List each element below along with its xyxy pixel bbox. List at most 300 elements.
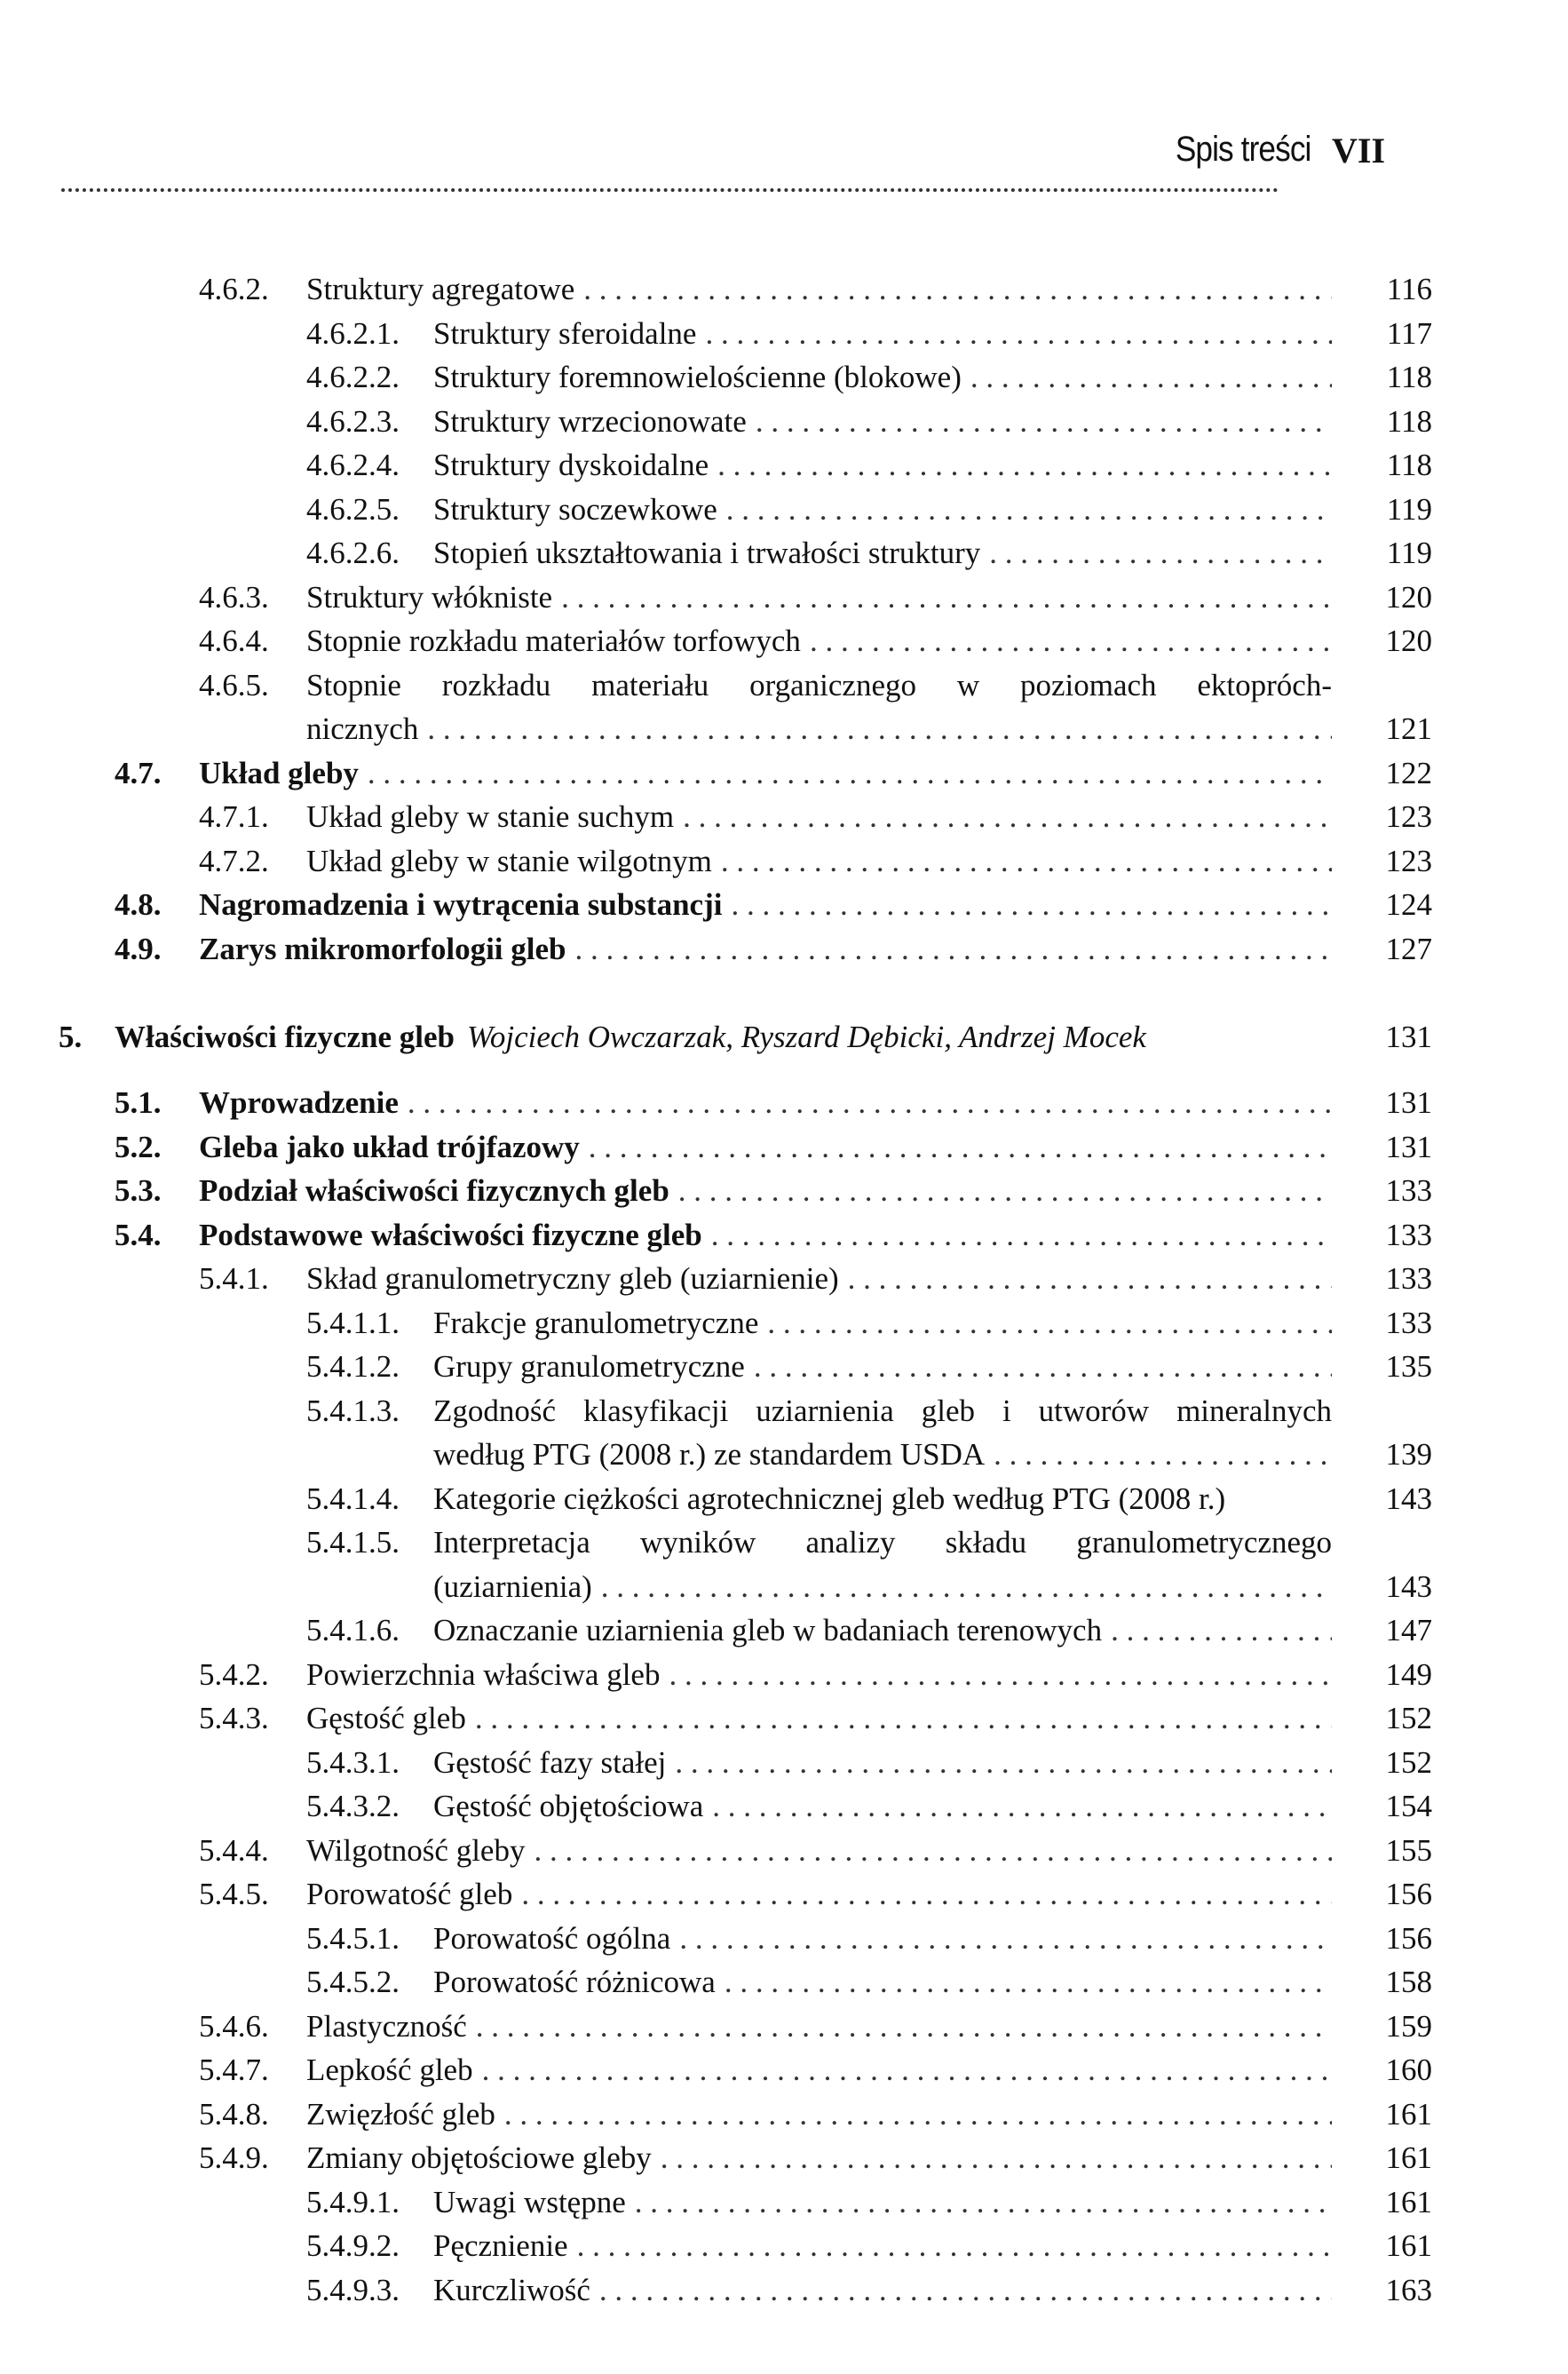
entry-page: 116 [1386,272,1432,306]
entry-page: 155 [1385,1832,1432,1868]
entry-title-line [433,1565,1332,1609]
dot-leader [475,1696,1332,1741]
entry-number: 4.6.2.6. [306,536,400,570]
toc-entry [0,443,1568,488]
dot-leader [661,2136,1332,2180]
toc-entry [0,1784,1568,1829]
entry-number: 5.4.5.2. [306,1965,400,1999]
entry-body [199,927,1332,972]
entry-title-line [433,1477,1332,1521]
entry-number: 5.4.3.2. [306,1789,400,1823]
toc-entry [0,312,1568,356]
dot-leader [368,751,1332,796]
entry-body [306,839,1332,884]
entry-title-line [199,1169,1332,1213]
toc-entry [0,1608,1568,1653]
entry-page: 156 [1385,1877,1432,1911]
dot-leader [754,1345,1332,1389]
entry-title: Właściwości fizyczne gleb [115,1019,455,1054]
entry-number: 5.2. [115,1129,162,1164]
spacer [0,971,1568,1015]
entry-body [115,1015,1355,1060]
entry-title: Zarys mikromorfologii gleb [199,931,566,966]
entry-number: 4.6.3. [199,579,269,615]
entry-page: 152 [1385,1744,1432,1780]
entry-body [433,2180,1332,2225]
entry-number: 5.4.5. [199,1877,269,1911]
entry-body [433,1389,1332,1477]
toc-entry [0,1960,1568,2005]
toc-entry [0,839,1568,884]
entry-page: 154 [1385,1789,1432,1823]
entry-title: Zgodność klasyfikacji uziarnienia gleb i utworów mineralnych [433,1393,1332,1428]
dot-leader [575,927,1333,972]
entry-number: 4.6.2.3. [306,403,400,439]
toc-entry [0,1213,1568,1258]
entry-body [433,2224,1332,2268]
entry-page: 131 [1385,1019,1432,1054]
entry-page: 156 [1385,1920,1432,1956]
entry-title: Grupy granulometryczne [433,1349,745,1384]
entry-title-continued: nicznych [306,711,419,746]
entry-title: Porowatość gleb [306,1877,513,1911]
entry-title-line [433,1433,1332,1477]
toc-entry [0,1872,1568,1917]
entry-body [433,1917,1332,1961]
entry-page: 158 [1385,1965,1432,1999]
dot-leader [970,355,1332,400]
dot-leader [678,1169,1332,1213]
toc-entry [0,1520,1568,1608]
dot-leader [504,2092,1332,2137]
entry-title: Pęcznienie [433,2228,568,2263]
entry-number: 4.6.2. [199,272,269,306]
entry-body [306,1872,1332,1917]
entry-page: 133 [1385,1173,1432,1208]
entry-title-line [306,795,1332,839]
entry-number: 5.4.7. [199,2052,269,2087]
entry-number: 5.4.3. [199,1701,269,1735]
entry-body [433,1301,1332,1346]
entry-title-line [306,1829,1332,1873]
entry-title: Lepkość gleb [306,2052,473,2087]
entry-title-line [306,1653,1332,1697]
entry-body [199,883,1332,927]
toc-entry [0,267,1568,312]
dot-leader [601,1565,1332,1609]
entry-page: 159 [1385,2008,1432,2044]
toc-entry [0,795,1568,839]
entry-title-line [433,1520,1332,1565]
toc-entry [0,1741,1568,1785]
entry-number: 4.6.2.5. [306,491,400,527]
entry-body [306,1696,1332,1741]
entry-page: 127 [1385,931,1432,966]
spacer [0,1059,1568,1081]
entry-number: 4.6.2.4. [306,448,400,482]
entry-title-continued: według PTG (2008 r.) ze standardem USDA [433,1437,986,1472]
dot-leader [731,883,1332,927]
toc-entry [0,1081,1568,1125]
dot-leader [717,443,1332,488]
entry-body [199,1125,1332,1170]
entry-title: Gęstość gleb [306,1701,466,1735]
entry-title: Struktury włókniste [306,579,553,615]
dot-leader [1111,1608,1332,1653]
toc-entry [0,1169,1568,1213]
entry-title: Struktury sferoidalne [433,315,697,351]
entry-title: Oznaczanie uziarnienia gleb w badaniach terenowych [433,1613,1103,1648]
entry-page: 147 [1385,1613,1432,1648]
dot-leader [577,2224,1332,2268]
entry-title: Układ gleby [199,755,359,790]
entry-number: 5.4.9. [199,2140,269,2175]
entry-number: 5.4. [115,1217,162,1252]
entry-title-line [433,312,1332,356]
entry-number: 4.6.4. [199,623,269,658]
dot-leader [705,312,1332,356]
entry-title: Frakcje granulometryczne [433,1305,759,1340]
entry-title-line [306,1696,1332,1741]
entry-page: 119 [1386,536,1432,570]
toc-entry [0,1345,1568,1389]
dot-leader [721,839,1332,884]
entry-page: 161 [1385,2140,1432,2175]
entry-body [306,267,1332,312]
dot-leader [810,619,1332,663]
entry-title-line [306,619,1332,663]
entry-page: 149 [1385,1656,1432,1692]
dot-leader [427,707,1332,751]
dot-leader [712,1784,1332,1829]
entry-body [306,795,1332,839]
entry-title: Kurczliwość [433,2272,590,2307]
entry-title: Podstawowe właściwości fizyczne gleb [199,1217,702,1252]
entry-page: 123 [1385,843,1432,878]
entry-page: 161 [1385,2096,1432,2132]
entry-title-line [433,1608,1332,1653]
entry-title: Porowatość ogólna [433,1920,671,1956]
entry-title-line [306,2005,1332,2049]
entry-body [433,355,1332,400]
entry-title: Zwięzłość gleb [306,2096,495,2132]
entry-number: 5.4.9.2. [306,2228,400,2263]
entry-title-line [433,1741,1332,1785]
dot-leader [679,1917,1332,1961]
entry-title-line [433,1917,1332,1961]
entry-title-line [115,1015,1355,1060]
entry-body [433,312,1332,356]
dot-leader [482,2048,1332,2092]
entry-title-line [306,839,1332,884]
entry-number: 5.4.1. [199,1261,269,1296]
toc-entry [0,751,1568,796]
entry-body [306,619,1332,663]
entry-number: 5.4.1.5. [306,1525,400,1560]
dot-leader [476,2005,1332,2049]
toc-entry [0,2005,1568,2049]
dot-leader [989,531,1332,576]
toc-entry [0,619,1568,663]
dot-leader [534,1829,1332,1873]
entry-page: 131 [1385,1085,1432,1120]
entry-page: 143 [1385,1481,1432,1516]
entry-title: Gęstość fazy stałej [433,1744,667,1780]
entry-body [433,1741,1332,1785]
entry-title-line [199,927,1332,972]
dot-leader [725,1960,1332,2005]
toc-entry [0,1917,1568,1961]
entry-title: Skład granulometryczny gleb (uziarnienie) [306,1261,839,1296]
entry-title-line [433,2180,1332,2225]
dot-leader [521,1872,1332,1917]
toc-entry [0,883,1568,927]
entry-title-line [433,355,1332,400]
entry-number: 4.9. [115,931,162,966]
entry-title-line [433,488,1332,532]
entry-title: Zmiany objętościowe gleby [306,2140,652,2175]
entry-title: Nagromadzenia i wytrącenia substancji [199,887,723,922]
dot-leader [675,1741,1332,1785]
entry-body [433,443,1332,488]
table-of-contents [0,267,1568,2312]
dot-leader [994,1433,1332,1477]
entry-title-line [199,1213,1332,1258]
entry-page: 133 [1385,1305,1432,1340]
entry-title: Wilgotność gleby [306,1832,526,1868]
entry-body [306,576,1332,620]
entry-authors: Wojciech Owczarzak, Ryszard Dębicki, Andrzej Mocek [466,1019,1146,1054]
toc-entry [0,1477,1568,1521]
entry-number: 4.7. [115,755,162,790]
entry-number: 4.8. [115,887,162,922]
entry-body [433,1477,1332,1521]
entry-number: 5.4.4. [199,1832,269,1868]
entry-page: 118 [1386,448,1432,482]
entry-body [433,1345,1332,1389]
entry-title: Układ gleby w stanie suchym [306,799,675,834]
entry-title: Struktury dyskoidalne [433,448,709,482]
entry-title: Układ gleby w stanie wilgotnym [306,843,712,878]
entry-number: 4.6.5. [199,667,269,703]
entry-number: 5.4.6. [199,2008,269,2044]
entry-number: 4.7.1. [199,799,269,834]
entry-page: 161 [1385,2184,1432,2219]
entry-title: Interpretacja wyników analizy składu granulometrycznego [433,1525,1332,1560]
entry-page: 131 [1385,1129,1432,1164]
entry-page: 143 [1385,1568,1432,1604]
entry-title: Uwagi wstępne [433,2184,626,2219]
entry-title-line [433,1345,1332,1389]
toc-entry [0,2180,1568,2225]
running-header-title: Spis treści [1175,130,1311,169]
toc-entry [0,2136,1568,2180]
entry-title-line [306,707,1332,751]
entry-page: 163 [1385,2272,1432,2307]
entry-body [433,1608,1332,1653]
entry-title-line [306,1872,1332,1917]
toc-entry [0,663,1568,751]
entry-title-line [199,883,1332,927]
toc-entry [0,1301,1568,1346]
entry-number: 5.4.3.1. [306,1744,400,1780]
entry-body [306,1257,1332,1301]
entry-title: Stopień ukształtowania i trwałości struktury [433,536,981,570]
toc-entry [0,1125,1568,1170]
entry-title: Kategorie ciężkości agrotechnicznej gleb według PTG (2008 r.) [433,1481,1226,1516]
toc-entry [0,355,1568,400]
entry-number: 4.6.2.2. [306,360,400,394]
toc-entry [0,2048,1568,2092]
entry-number: 5.4.9.1. [306,2184,400,2219]
entry-body [306,2005,1332,2049]
dot-leader [669,1653,1332,1697]
dot-leader [599,2268,1332,2313]
toc-entry [0,2268,1568,2313]
entry-title-line [433,531,1332,576]
entry-body [199,1081,1332,1125]
toc-entry [0,488,1568,532]
entry-title-line [306,1257,1332,1301]
entry-page: 124 [1385,887,1432,922]
dot-leader [589,1125,1332,1170]
dot-leader [561,576,1332,620]
entry-page: 133 [1385,1217,1432,1252]
entry-body [433,488,1332,532]
entry-body [306,2048,1332,2092]
entry-number: 5.1. [115,1085,162,1120]
entry-page: 119 [1386,491,1432,527]
entry-page: 122 [1385,755,1432,790]
entry-number: 5.4.2. [199,1656,269,1692]
entry-title-line [433,1389,1332,1433]
entry-body [433,531,1332,576]
dot-leader [683,795,1332,839]
entry-title-line [306,2136,1332,2180]
header-dotted-rule [61,188,1279,192]
entry-title-line [199,1125,1332,1170]
toc-entry [0,927,1568,972]
entry-title: Wprowadzenie [199,1085,399,1120]
entry-number: 5.4.5.1. [306,1920,400,1956]
entry-title-line [433,1301,1332,1346]
entry-number: 5.4.8. [199,2096,269,2132]
entry-number: 5. [59,1019,83,1054]
dot-leader [726,488,1332,532]
entry-title-line [306,267,1332,312]
entry-title-line [433,443,1332,488]
toc-chapter-entry [0,1015,1568,1060]
entry-title: Plastyczność [306,2008,467,2044]
entry-body [199,1169,1332,1213]
entry-body [199,1213,1332,1258]
entry-title: Podział właściwości fizycznych gleb [199,1173,669,1208]
entry-number: 5.4.1.3. [306,1393,400,1428]
toc-entry [0,2224,1568,2268]
entry-body [306,663,1332,751]
entry-body [306,2136,1332,2180]
dot-leader [408,1081,1332,1125]
entry-title: Gęstość objętościowa [433,1789,704,1823]
entry-page: 123 [1385,799,1432,834]
entry-title-line [199,751,1332,796]
toc-entry [0,2092,1568,2137]
entry-page: 152 [1385,1701,1432,1735]
entry-title-line [306,2092,1332,2137]
entry-body [306,2092,1332,2137]
entry-title: Porowatość różnicowa [433,1965,716,1999]
entry-page: 117 [1386,315,1432,351]
entry-number: 5.4.1.1. [306,1305,400,1340]
entry-body [433,1784,1332,1829]
entry-title: Struktury wrzecionowate [433,403,747,439]
entry-number: 5.4.1.2. [306,1349,400,1384]
dot-leader [635,2180,1332,2225]
entry-body [306,1653,1332,1697]
entry-title-line [433,400,1332,444]
entry-number: 5.4.1.4. [306,1481,400,1516]
entry-title: Struktury soczewkowe [433,491,717,527]
entry-title-line [199,1081,1332,1125]
toc-entry [0,1257,1568,1301]
dot-leader [767,1301,1332,1346]
entry-page: 135 [1385,1349,1432,1384]
toc-entry [0,1696,1568,1741]
entry-body [433,1520,1332,1608]
dot-leader [756,400,1332,444]
dot-leader [583,267,1332,312]
page-number: VII [1332,131,1386,171]
entry-number: 5.3. [115,1173,162,1208]
entry-page: 118 [1386,360,1432,394]
toc-entry [0,400,1568,444]
entry-title-continued: (uziarnienia) [433,1568,592,1604]
entry-page: 120 [1385,623,1432,658]
entry-page: 118 [1386,403,1432,439]
toc-entry [0,1389,1568,1477]
entry-page: 160 [1385,2052,1432,2087]
entry-title-line [433,2268,1332,2313]
entry-title-line [433,2224,1332,2268]
entry-title: Stopnie rozkładu materiałów torfowych [306,623,801,658]
entry-title-line [306,2048,1332,2092]
entry-page: 139 [1385,1437,1432,1472]
toc-entry [0,1653,1568,1697]
entry-body [433,2268,1332,2313]
entry-body [306,1829,1332,1873]
entry-body [433,400,1332,444]
entry-page: 161 [1385,2228,1432,2263]
dot-leader [711,1213,1332,1258]
entry-page: 120 [1385,579,1432,615]
entry-title: Powierzchnia właściwa gleb [306,1656,661,1692]
toc-entry [0,531,1568,576]
entry-body [433,1960,1332,2005]
entry-page: 133 [1385,1261,1432,1296]
entry-title: Struktury agregatowe [306,272,575,306]
entry-title: Struktury foremnowielościenne (blokowe) [433,360,962,394]
entry-title-line [306,576,1332,620]
entry-title-line [433,1960,1332,2005]
dot-leader [848,1257,1332,1301]
entry-body [199,751,1332,796]
entry-title: Stopnie rozkładu materiału organicznego w poziomach ektopróch- [306,667,1332,703]
entry-number: 4.6.2.1. [306,315,400,351]
entry-page: 121 [1385,711,1432,746]
entry-title-line [433,1784,1332,1829]
toc-entry [0,576,1568,620]
entry-title: Gleba jako układ trójfazowy [199,1129,580,1164]
